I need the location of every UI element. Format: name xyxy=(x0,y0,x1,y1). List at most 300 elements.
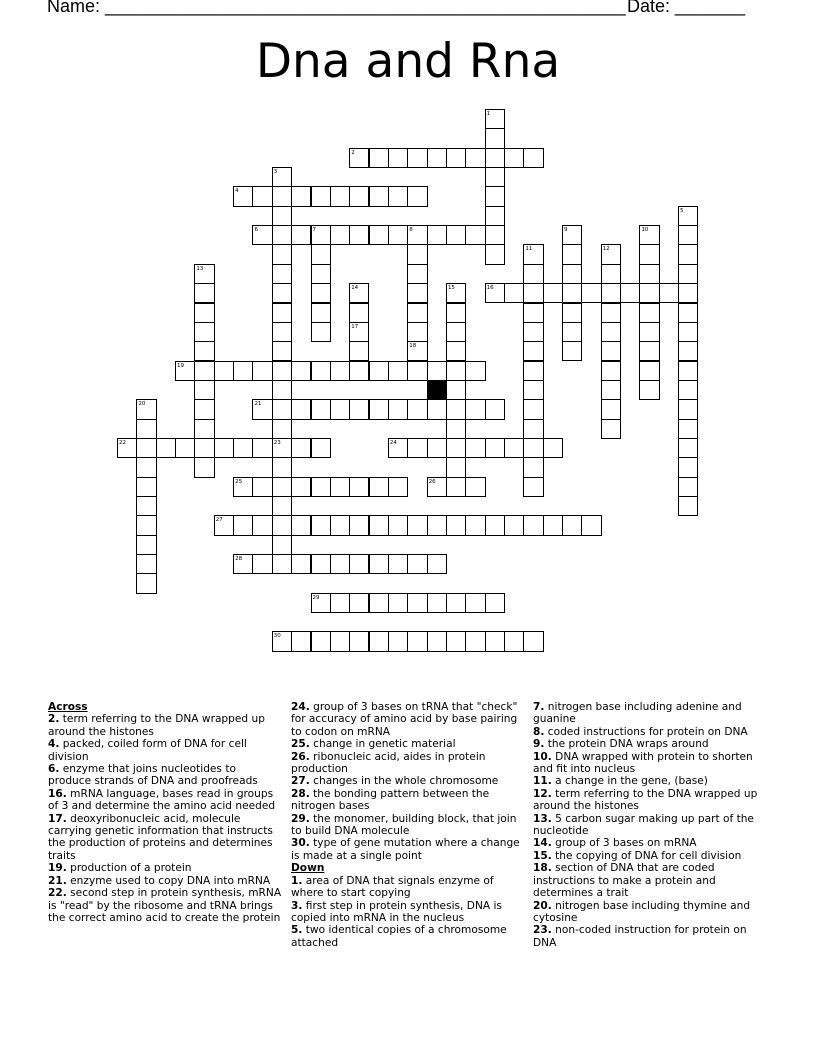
grid-cell[interactable] xyxy=(330,399,350,419)
clue-item xyxy=(533,775,767,787)
clue-text: term referring to the DNA wrapped up around the histones xyxy=(533,787,758,813)
grid-cell[interactable] xyxy=(639,361,659,381)
grid-cell[interactable] xyxy=(407,631,427,651)
grid-cell[interactable] xyxy=(349,399,369,419)
grid-cell[interactable] xyxy=(523,148,543,168)
clue-number: 16 xyxy=(486,285,494,292)
clue-number: 17 xyxy=(351,323,359,330)
grid-cell[interactable] xyxy=(678,380,698,400)
grid-cell[interactable] xyxy=(388,186,408,206)
grid-cell[interactable] xyxy=(311,515,331,535)
grid-cell[interactable] xyxy=(407,148,427,168)
grid-cell[interactable] xyxy=(349,554,369,574)
grid-cell[interactable] xyxy=(543,438,563,458)
clue-number: 20 xyxy=(138,401,146,408)
clue-column-3 xyxy=(533,701,767,949)
grid-cell[interactable] xyxy=(446,631,466,651)
grid-cell[interactable] xyxy=(388,631,408,651)
grid-cell[interactable] xyxy=(272,322,292,342)
grid-cell[interactable] xyxy=(136,419,156,439)
grid-cell[interactable] xyxy=(349,477,369,497)
grid-cell[interactable] xyxy=(388,554,408,574)
grid-cell[interactable] xyxy=(427,225,447,245)
grid-cell[interactable] xyxy=(349,361,369,381)
grid-cell[interactable] xyxy=(194,457,214,477)
grid-cell[interactable] xyxy=(407,554,427,574)
grid-cell[interactable] xyxy=(233,438,253,458)
grid-cell[interactable] xyxy=(369,186,389,206)
grid-cell[interactable] xyxy=(523,322,543,342)
clue-item xyxy=(291,775,525,787)
clue-item xyxy=(291,788,525,813)
grid-cell[interactable] xyxy=(678,438,698,458)
grid-cell[interactable] xyxy=(369,148,389,168)
grid-cell[interactable] xyxy=(562,244,582,264)
clue-number: 21 xyxy=(254,401,262,408)
grid-cell[interactable] xyxy=(601,322,621,342)
grid-cell[interactable] xyxy=(214,361,234,381)
grid-cell[interactable] xyxy=(369,477,389,497)
grid-cell[interactable] xyxy=(678,457,698,477)
grid-cell[interactable] xyxy=(446,593,466,613)
grid-cell[interactable] xyxy=(407,593,427,613)
grid-cell[interactable] xyxy=(407,186,427,206)
grid-cell[interactable] xyxy=(136,438,156,458)
grid-cell[interactable] xyxy=(485,148,505,168)
grid-cell[interactable] xyxy=(291,186,311,206)
grid-cell[interactable] xyxy=(446,419,466,439)
clue-number-label: 7. xyxy=(533,701,545,713)
grid-cell[interactable] xyxy=(678,341,698,361)
grid-cell[interactable] xyxy=(446,148,466,168)
grid-cell[interactable] xyxy=(311,244,331,264)
grid-cell[interactable] xyxy=(349,593,369,613)
grid-cell[interactable] xyxy=(639,322,659,342)
grid-cell[interactable] xyxy=(407,322,427,342)
grid-cell[interactable] xyxy=(272,186,292,206)
grid-cell[interactable] xyxy=(427,515,447,535)
grid-cell[interactable] xyxy=(388,477,408,497)
grid-cell[interactable] xyxy=(562,322,582,342)
grid-cell[interactable] xyxy=(446,225,466,245)
grid-cell[interactable] xyxy=(252,477,272,497)
grid-cell[interactable] xyxy=(330,593,350,613)
grid-cell[interactable] xyxy=(388,515,408,535)
grid-cell[interactable] xyxy=(311,438,331,458)
grid-cell[interactable] xyxy=(369,515,389,535)
grid-cell[interactable] xyxy=(136,573,156,593)
grid-cell[interactable] xyxy=(407,438,427,458)
grid-cell[interactable] xyxy=(427,631,447,651)
clue-number-label: 12. xyxy=(533,787,552,800)
clue-number-label: 23. xyxy=(533,924,552,937)
grid-cell[interactable] xyxy=(581,515,601,535)
grid-cell[interactable] xyxy=(465,148,485,168)
grid-cell[interactable] xyxy=(601,264,621,284)
grid-cell[interactable] xyxy=(446,457,466,477)
grid-cell[interactable] xyxy=(252,554,272,574)
page-title: Dna and Rna xyxy=(255,34,561,89)
grid-cell[interactable] xyxy=(446,303,466,323)
grid-cell[interactable] xyxy=(465,593,485,613)
grid-cell[interactable] xyxy=(291,477,311,497)
grid-cell[interactable] xyxy=(272,419,292,439)
grid-cell[interactable] xyxy=(523,341,543,361)
grid-cell[interactable] xyxy=(485,593,505,613)
clue-item xyxy=(533,701,767,726)
grid-cell[interactable] xyxy=(252,515,272,535)
grid-cell[interactable] xyxy=(504,148,524,168)
grid-cell[interactable] xyxy=(330,361,350,381)
grid-cell[interactable] xyxy=(291,225,311,245)
clue-number-label: 11. xyxy=(533,775,552,788)
grid-cell[interactable] xyxy=(272,361,292,381)
clue-number-label: 8. xyxy=(533,725,545,738)
grid-cell[interactable] xyxy=(407,283,427,303)
grid-cell[interactable] xyxy=(601,361,621,381)
grid-cell[interactable] xyxy=(272,399,292,419)
grid-cell[interactable] xyxy=(407,264,427,284)
grid-cell[interactable] xyxy=(388,148,408,168)
grid-cell[interactable] xyxy=(465,225,485,245)
clue-number: 12 xyxy=(602,246,610,253)
grid-cell[interactable] xyxy=(485,186,505,206)
grid-cell[interactable] xyxy=(601,303,621,323)
grid-cell[interactable] xyxy=(601,283,621,303)
clue-number: 29 xyxy=(312,594,320,601)
clue-item xyxy=(533,751,767,776)
clue-number: 13 xyxy=(196,265,204,272)
clue-number: 18 xyxy=(409,343,417,350)
grid-cell[interactable] xyxy=(272,515,292,535)
grid-cell[interactable] xyxy=(523,631,543,651)
clue-number: 11 xyxy=(525,246,533,253)
grid-cell[interactable] xyxy=(330,225,350,245)
grid-cell[interactable] xyxy=(485,399,505,419)
clue-text: the protein DNA wraps around xyxy=(547,738,709,751)
grid-cell[interactable] xyxy=(485,225,505,245)
clue-item xyxy=(533,788,767,813)
grid-cell[interactable] xyxy=(272,477,292,497)
grid-cell[interactable] xyxy=(465,477,485,497)
grid-cell[interactable] xyxy=(446,380,466,400)
grid-cell[interactable] xyxy=(639,244,659,264)
grid-cell[interactable] xyxy=(369,361,389,381)
grid-cell[interactable] xyxy=(291,399,311,419)
grid-cell[interactable] xyxy=(136,457,156,477)
grid-cell[interactable] xyxy=(678,283,698,303)
clue-text: area of DNA that signals enzyme of where to start copying xyxy=(291,874,494,900)
grid-cell[interactable] xyxy=(485,128,505,148)
clue-number: 4 xyxy=(235,188,239,195)
grid-cell[interactable] xyxy=(465,438,485,458)
clue-number-label: 9. xyxy=(533,738,545,751)
grid-cell[interactable] xyxy=(427,361,447,381)
grid-cell[interactable] xyxy=(407,361,427,381)
grid-cell[interactable] xyxy=(194,438,214,458)
grid-cell[interactable] xyxy=(523,264,543,284)
grid-cell[interactable] xyxy=(330,631,350,651)
clue-item xyxy=(48,862,282,874)
clue-text: coded instructions for protein on DNA xyxy=(547,725,748,738)
grid-cell[interactable] xyxy=(156,438,176,458)
black-square xyxy=(427,380,446,399)
grid-cell[interactable] xyxy=(194,399,214,419)
grid-cell[interactable] xyxy=(485,167,505,187)
grid-cell[interactable] xyxy=(523,361,543,381)
grid-cell[interactable] xyxy=(252,438,272,458)
grid-cell[interactable] xyxy=(388,593,408,613)
clue-item xyxy=(291,751,525,776)
grid-cell[interactable] xyxy=(349,303,369,323)
grid-cell[interactable] xyxy=(446,515,466,535)
grid-cell[interactable] xyxy=(504,515,524,535)
clue-text: enzyme used to copy DNA into mRNA xyxy=(70,874,271,887)
clue-item xyxy=(48,813,282,863)
grid-cell[interactable] xyxy=(291,631,311,651)
grid-cell[interactable] xyxy=(678,303,698,323)
grid-cell[interactable] xyxy=(272,554,292,574)
grid-cell[interactable] xyxy=(465,631,485,651)
grid-cell[interactable] xyxy=(465,361,485,381)
grid-cell[interactable] xyxy=(349,341,369,361)
grid-cell[interactable] xyxy=(562,515,582,535)
grid-cell[interactable] xyxy=(523,283,543,303)
clue-column-2 xyxy=(291,701,525,949)
clue-number-label: 28. xyxy=(291,787,310,800)
grid-cell[interactable] xyxy=(330,554,350,574)
grid-cell[interactable] xyxy=(388,225,408,245)
grid-cell[interactable] xyxy=(136,554,156,574)
grid-cell[interactable] xyxy=(446,361,466,381)
grid-cell[interactable] xyxy=(272,244,292,264)
grid-cell[interactable] xyxy=(639,341,659,361)
grid-cell[interactable] xyxy=(272,535,292,555)
grid-cell[interactable] xyxy=(291,515,311,535)
grid-cell[interactable] xyxy=(136,515,156,535)
grid-cell[interactable] xyxy=(311,361,331,381)
grid-cell[interactable] xyxy=(523,457,543,477)
grid-cell[interactable] xyxy=(465,399,485,419)
grid-cell[interactable] xyxy=(272,283,292,303)
grid-cell[interactable] xyxy=(311,477,331,497)
clue-item xyxy=(533,837,767,849)
grid-cell[interactable] xyxy=(175,438,195,458)
grid-cell[interactable] xyxy=(485,631,505,651)
grid-cell[interactable] xyxy=(427,399,447,419)
grid-cell[interactable] xyxy=(659,283,679,303)
grid-cell[interactable] xyxy=(252,186,272,206)
grid-cell[interactable] xyxy=(136,477,156,497)
grid-cell[interactable] xyxy=(349,186,369,206)
grid-cell[interactable] xyxy=(233,515,253,535)
grid-cell[interactable] xyxy=(620,283,640,303)
clue-item xyxy=(533,850,767,862)
grid-cell[interactable] xyxy=(639,264,659,284)
clue-item xyxy=(533,900,767,925)
grid-cell[interactable] xyxy=(678,419,698,439)
grid-cell[interactable] xyxy=(330,515,350,535)
grid-cell[interactable] xyxy=(678,399,698,419)
grid-cell[interactable] xyxy=(446,341,466,361)
grid-cell[interactable] xyxy=(523,399,543,419)
grid-cell[interactable] xyxy=(427,593,447,613)
clue-number-label: 22. xyxy=(48,887,67,900)
grid-cell[interactable] xyxy=(330,477,350,497)
grid-cell[interactable] xyxy=(523,515,543,535)
grid-cell[interactable] xyxy=(233,361,253,381)
grid-cell[interactable] xyxy=(311,303,331,323)
grid-cell[interactable] xyxy=(349,515,369,535)
grid-cell[interactable] xyxy=(446,399,466,419)
grid-cell[interactable] xyxy=(291,361,311,381)
grid-cell[interactable] xyxy=(427,554,447,574)
grid-cell[interactable] xyxy=(639,303,659,323)
clue-item xyxy=(291,900,525,925)
grid-cell[interactable] xyxy=(272,341,292,361)
grid-cell[interactable] xyxy=(194,283,214,303)
clue-number: 22 xyxy=(119,439,126,446)
grid-cell[interactable] xyxy=(446,438,466,458)
grid-cell[interactable] xyxy=(601,341,621,361)
grid-cell[interactable] xyxy=(504,438,524,458)
grid-cell[interactable] xyxy=(427,148,447,168)
clue-number-label: 18. xyxy=(533,862,552,875)
grid-cell[interactable] xyxy=(446,477,466,497)
grid-cell[interactable] xyxy=(349,225,369,245)
grid-cell[interactable] xyxy=(369,225,389,245)
grid-cell[interactable] xyxy=(311,399,331,419)
clue-item xyxy=(533,738,767,750)
grid-cell[interactable] xyxy=(407,515,427,535)
clue-number: 28 xyxy=(235,556,243,563)
grid-cell[interactable] xyxy=(272,206,292,226)
grid-cell[interactable] xyxy=(407,399,427,419)
clue-text: ribonucleic acid, aides in protein production xyxy=(291,750,486,776)
grid-cell[interactable] xyxy=(311,264,331,284)
grid-cell[interactable] xyxy=(311,631,331,651)
grid-cell[interactable] xyxy=(311,283,331,303)
grid-cell[interactable] xyxy=(543,283,563,303)
grid-cell[interactable] xyxy=(369,631,389,651)
grid-cell[interactable] xyxy=(504,283,524,303)
grid-cell[interactable] xyxy=(678,322,698,342)
grid-cell[interactable] xyxy=(678,496,698,516)
clue-item xyxy=(533,924,767,949)
grid-cell[interactable] xyxy=(504,631,524,651)
grid-cell[interactable] xyxy=(194,322,214,342)
clue-number: 5 xyxy=(680,207,684,214)
grid-cell[interactable] xyxy=(523,303,543,323)
grid-cell[interactable] xyxy=(369,399,389,419)
grid-cell[interactable] xyxy=(427,438,447,458)
grid-cell[interactable] xyxy=(349,631,369,651)
clue-number: 19 xyxy=(177,362,185,369)
grid-cell[interactable] xyxy=(581,283,601,303)
grid-cell[interactable] xyxy=(562,303,582,323)
grid-cell[interactable] xyxy=(601,380,621,400)
grid-cell[interactable] xyxy=(639,380,659,400)
grid-cell[interactable] xyxy=(136,496,156,516)
grid-cell[interactable] xyxy=(272,496,292,516)
clue-item xyxy=(48,713,282,738)
grid-cell[interactable] xyxy=(311,322,331,342)
clue-text: production of a protein xyxy=(70,862,192,875)
grid-cell[interactable] xyxy=(407,244,427,264)
grid-cell[interactable] xyxy=(639,283,659,303)
grid-cell[interactable] xyxy=(272,264,292,284)
grid-cell[interactable] xyxy=(523,438,543,458)
clue-number-label: 14. xyxy=(533,837,552,850)
grid-cell[interactable] xyxy=(562,283,582,303)
grid-cell[interactable] xyxy=(485,515,505,535)
grid-cell[interactable] xyxy=(562,341,582,361)
grid-cell[interactable] xyxy=(523,477,543,497)
grid-cell[interactable] xyxy=(272,457,292,477)
grid-cell[interactable] xyxy=(543,515,563,535)
clue-text: nitrogen base including thymine and cytosine xyxy=(533,899,751,924)
grid-cell[interactable] xyxy=(252,361,272,381)
grid-cell[interactable] xyxy=(388,399,408,419)
grid-cell[interactable] xyxy=(523,380,543,400)
grid-cell[interactable] xyxy=(291,438,311,458)
grid-cell[interactable] xyxy=(194,341,214,361)
grid-cell[interactable] xyxy=(523,419,543,439)
grid-cell[interactable] xyxy=(136,535,156,555)
grid-cell[interactable] xyxy=(678,225,698,245)
grid-cell[interactable] xyxy=(272,225,292,245)
grid-cell[interactable] xyxy=(678,477,698,497)
grid-cell[interactable] xyxy=(194,303,214,323)
grid-cell[interactable] xyxy=(272,380,292,400)
grid-cell[interactable] xyxy=(678,264,698,284)
clue-number: 6 xyxy=(254,227,258,234)
clue-column-1 xyxy=(48,701,282,924)
grid-cell[interactable] xyxy=(485,438,505,458)
grid-cell[interactable] xyxy=(214,438,234,458)
grid-cell[interactable] xyxy=(485,206,505,226)
clue-number: 14 xyxy=(351,285,359,292)
grid-cell[interactable] xyxy=(485,244,505,264)
clue-text: mRNA language, bases read in groups of 3 and determine the amino acid needed xyxy=(48,787,276,813)
grid-cell[interactable] xyxy=(311,186,331,206)
grid-cell[interactable] xyxy=(330,186,350,206)
clue-text: changes in the whole chromosome xyxy=(313,775,499,788)
grid-cell[interactable] xyxy=(194,419,214,439)
grid-cell[interactable] xyxy=(562,264,582,284)
grid-cell[interactable] xyxy=(678,244,698,264)
clue-number-label: 17. xyxy=(48,812,67,825)
clue-text: a change in the gene, (base) xyxy=(555,775,708,788)
grid-cell[interactable] xyxy=(369,554,389,574)
clue-item xyxy=(291,738,525,750)
grid-cell[interactable] xyxy=(601,399,621,419)
grid-cell[interactable] xyxy=(601,419,621,439)
grid-cell[interactable] xyxy=(446,322,466,342)
grid-cell[interactable] xyxy=(369,593,389,613)
clue-number-label: 20. xyxy=(533,899,552,912)
grid-cell[interactable] xyxy=(407,303,427,323)
grid-cell[interactable] xyxy=(388,361,408,381)
grid-cell[interactable] xyxy=(194,380,214,400)
grid-cell[interactable] xyxy=(272,303,292,323)
grid-cell[interactable] xyxy=(311,554,331,574)
grid-cell[interactable] xyxy=(194,361,214,381)
grid-cell[interactable] xyxy=(291,554,311,574)
grid-cell[interactable] xyxy=(678,361,698,381)
clue-number: 30 xyxy=(273,633,281,640)
grid-cell[interactable] xyxy=(465,515,485,535)
